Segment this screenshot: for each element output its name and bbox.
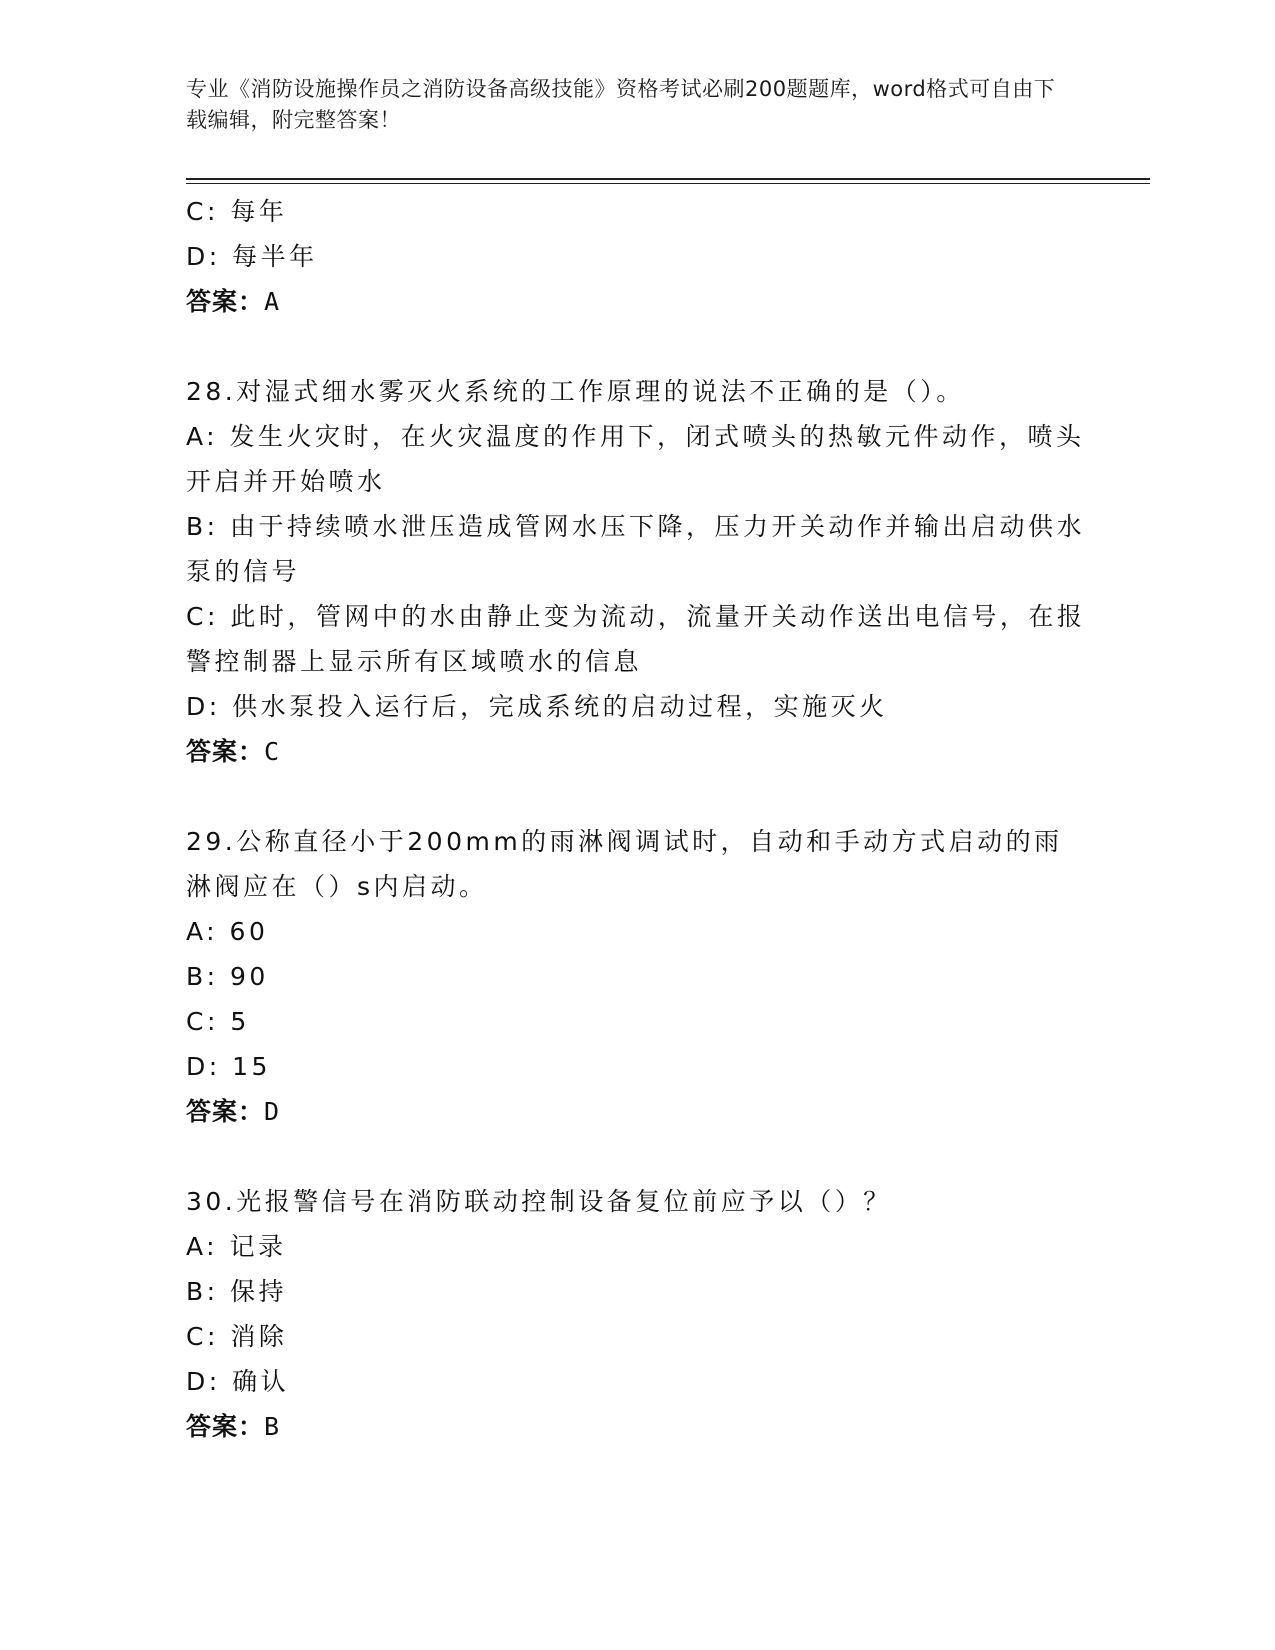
- question-28: [186, 369, 1086, 774]
- partial-question: [186, 189, 1086, 324]
- answer-label: 答案：: [186, 1097, 265, 1126]
- answer-label: 答案：: [186, 737, 265, 766]
- option-label: C:: [186, 602, 219, 631]
- answer-line: [186, 279, 1086, 324]
- option-a: [186, 414, 1086, 504]
- option-label: B:: [186, 1277, 219, 1306]
- answer-value: C: [264, 737, 281, 766]
- header-divider-thick: [186, 178, 1150, 180]
- option-label: D:: [186, 242, 221, 271]
- question-30: [186, 1179, 1086, 1449]
- option-text: 此时，管网中的水由静止变为流动，流量开关动作送出电信号，在报警控制器上显示所有区域喷水的信息: [186, 602, 1086, 676]
- option-label: D:: [186, 692, 221, 721]
- spacer: [186, 1134, 1086, 1179]
- option-text: 保持: [230, 1277, 288, 1306]
- question-29: [186, 819, 1086, 1134]
- option-d: [186, 1044, 1086, 1089]
- answer-value: D: [264, 1097, 281, 1126]
- option-label: C:: [186, 197, 219, 226]
- question-list: [186, 189, 1086, 1449]
- option-text: 90: [230, 962, 269, 991]
- option-text: 60: [229, 917, 269, 946]
- option-b: [186, 1269, 1086, 1314]
- option-text: 由于持续喷水泄压造成管网水压下降，压力开关动作并输出启动供水泵的信号: [186, 512, 1086, 586]
- answer-line: [186, 1404, 1086, 1449]
- option-c: [186, 189, 1086, 234]
- option-text: 供水泵投入运行后，完成系统的启动过程，实施灭火: [232, 692, 888, 721]
- option-text: 每半年: [232, 242, 318, 271]
- option-b: [186, 504, 1086, 594]
- option-label: C:: [186, 1322, 219, 1351]
- spacer: [186, 774, 1086, 819]
- answer-value: B: [264, 1412, 281, 1441]
- answer-label: 答案：: [186, 287, 265, 316]
- option-label: B:: [186, 512, 219, 541]
- question-stem: 30.光报警信号在消防联动控制设备复位前应予以（）？: [186, 1187, 892, 1216]
- option-label: B:: [186, 962, 219, 991]
- option-label: D:: [186, 1367, 221, 1396]
- page-header-text: 专业《消防设施操作员之消防设备高级技能》资格考试必刷200题题库，word格式可自由下载编辑，附完整答案！: [186, 77, 1056, 132]
- option-d: [186, 234, 1086, 279]
- header-divider-thin: [186, 183, 1150, 184]
- option-text: 每年: [230, 197, 288, 226]
- answer-label: 答案：: [186, 1412, 265, 1441]
- option-a: [186, 909, 1086, 954]
- option-d: [186, 684, 1086, 729]
- option-c: [186, 1314, 1086, 1359]
- answer-line: [186, 729, 1086, 774]
- option-label: C:: [186, 1007, 219, 1036]
- option-c: [186, 999, 1086, 1044]
- option-label: A:: [186, 917, 219, 946]
- answer-value: A: [264, 287, 281, 316]
- option-text: 发生火灾时，在火灾温度的作用下，闭式喷头的热敏元件动作，喷头开启并开始喷水: [186, 422, 1085, 496]
- option-label: A:: [186, 1232, 219, 1261]
- option-c: [186, 594, 1086, 684]
- question-stem: 28.对湿式细水雾灭火系统的工作原理的说法不正确的是（）。: [186, 377, 965, 406]
- question-stem: 29.公称直径小于200mm的雨淋阀调试时，自动和手动方式启动的雨淋阀应在（）s内启动。: [186, 827, 1063, 901]
- option-a: [186, 1224, 1086, 1269]
- option-label: D:: [186, 1052, 221, 1081]
- option-text: 消除: [230, 1322, 288, 1351]
- option-d: [186, 1359, 1086, 1404]
- spacer: [186, 324, 1086, 369]
- option-text: 5: [230, 1007, 250, 1036]
- option-label: A:: [186, 422, 219, 451]
- option-text: 确认: [232, 1367, 290, 1396]
- answer-line: [186, 1089, 1086, 1134]
- option-text: 15: [232, 1052, 271, 1081]
- option-text: 记录: [229, 1232, 287, 1261]
- option-b: [186, 954, 1086, 999]
